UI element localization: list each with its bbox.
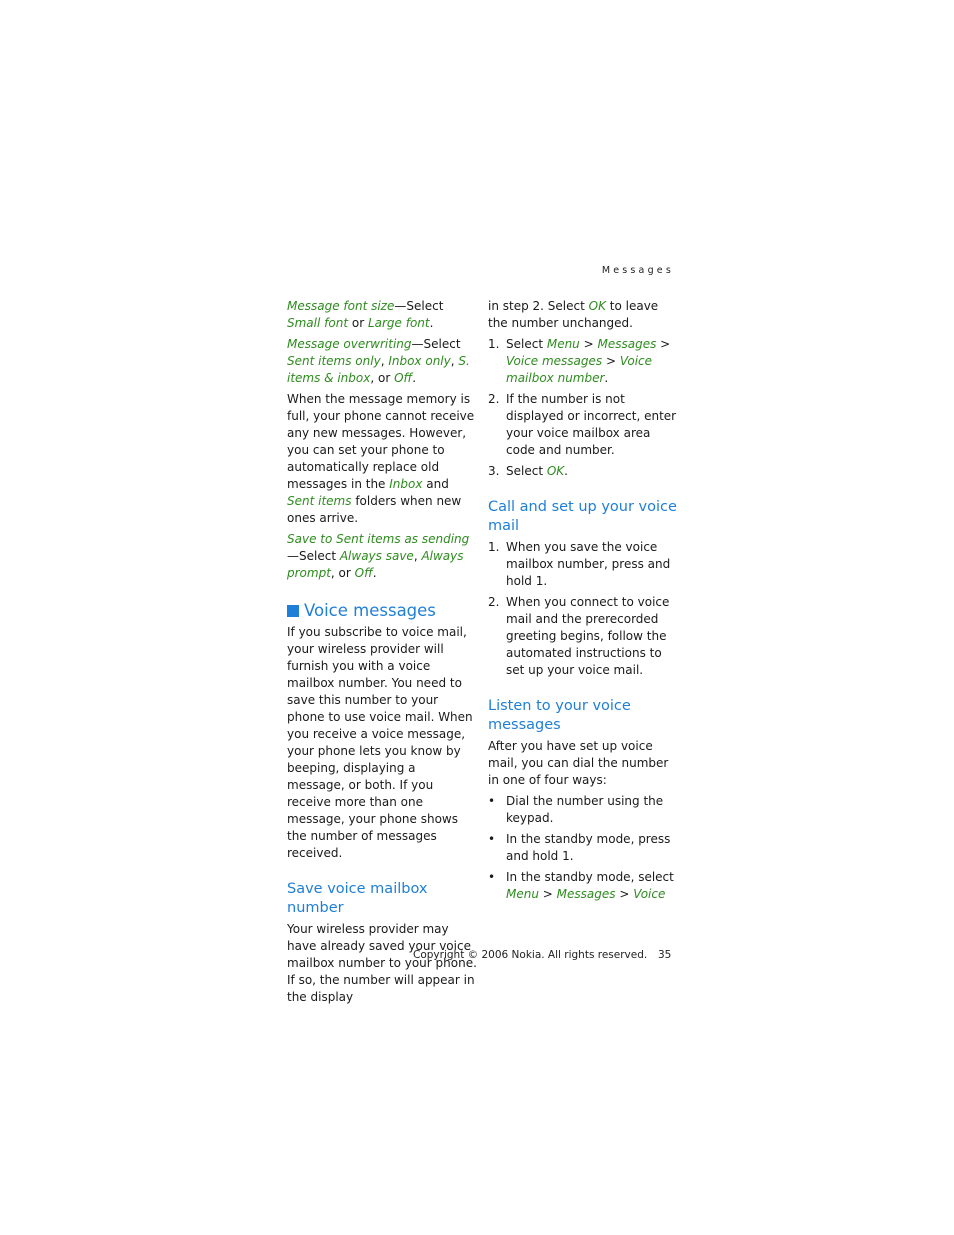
bullet-2: • In the standby mode, press and hold 1. (488, 832, 671, 863)
call-step-1: 1. When you save the voice mailbox number, press and hold 1. (488, 540, 671, 588)
step-2: 2. If the number is not displayed or incorrect, enter your voice mailbox area code and number. (488, 392, 677, 457)
running-header: Messages (601, 265, 674, 276)
listen-heading: Listen to your voice messages (488, 698, 631, 733)
voice-messages-heading: Voice messages (287, 601, 477, 620)
left-column (287, 298, 477, 1010)
section-square-icon (287, 605, 299, 617)
save-mailbox-body: Your wireless provider may have already saved your voice mailbox number to your phone. If so, the number will appear in the display (287, 922, 477, 1004)
step-3: 3. Select OK. (488, 464, 568, 478)
call-voice-mail-heading: Call and set up your voice mail (488, 499, 677, 534)
copyright-footer: Copyright © 2006 Nokia. All rights reserved. (413, 949, 648, 961)
bullet-3: • In the standby mode, select Menu > Messages > Voice (488, 870, 674, 901)
continued-paragraph: in step 2. Select OK to leave the number unchanged. (488, 299, 659, 330)
bullet-1: • Dial the number using the keypad. (488, 794, 664, 825)
memory-paragraph: When the message memory is full, your phone cannot receive any new messages. However, you can set your phone to automatically replace old messages in the Inbox and Sent items folders when new ones arrive. (287, 392, 475, 525)
page-number: 35 (658, 949, 672, 961)
save-sent-setting: Save to Sent items as sending—Select Always save, Always prompt, or Off. (287, 532, 470, 580)
call-step-2: 2. When you connect to voice mail and the prerecorded greeting begins, follow the automated instructions to set up your voice mail. (488, 595, 670, 677)
listen-body: After you have set up voice mail, you can dial the number in one of four ways: (488, 739, 669, 787)
voice-messages-body: If you subscribe to voice mail, your wireless provider will furnish you with a voice mailbox number. You need to save this number to your phone to use voice mail. When you receive a voice message, your phone lets you know by beeping, displaying a message, or both. If you receive more than one message, your phone shows the number of messages received. (287, 625, 473, 860)
overwriting-setting: Message overwriting—Select Sent items only, Inbox only, S. items & inbox, or Off. (287, 337, 470, 385)
right-column (488, 298, 680, 907)
save-mailbox-heading: Save voice mailbox number (287, 881, 428, 916)
font-size-setting: Message font size—Select Small font or Large font. (287, 299, 444, 330)
step-1: 1. Select Menu > Messages > Voice messages > Voice mailbox number. (488, 337, 671, 385)
